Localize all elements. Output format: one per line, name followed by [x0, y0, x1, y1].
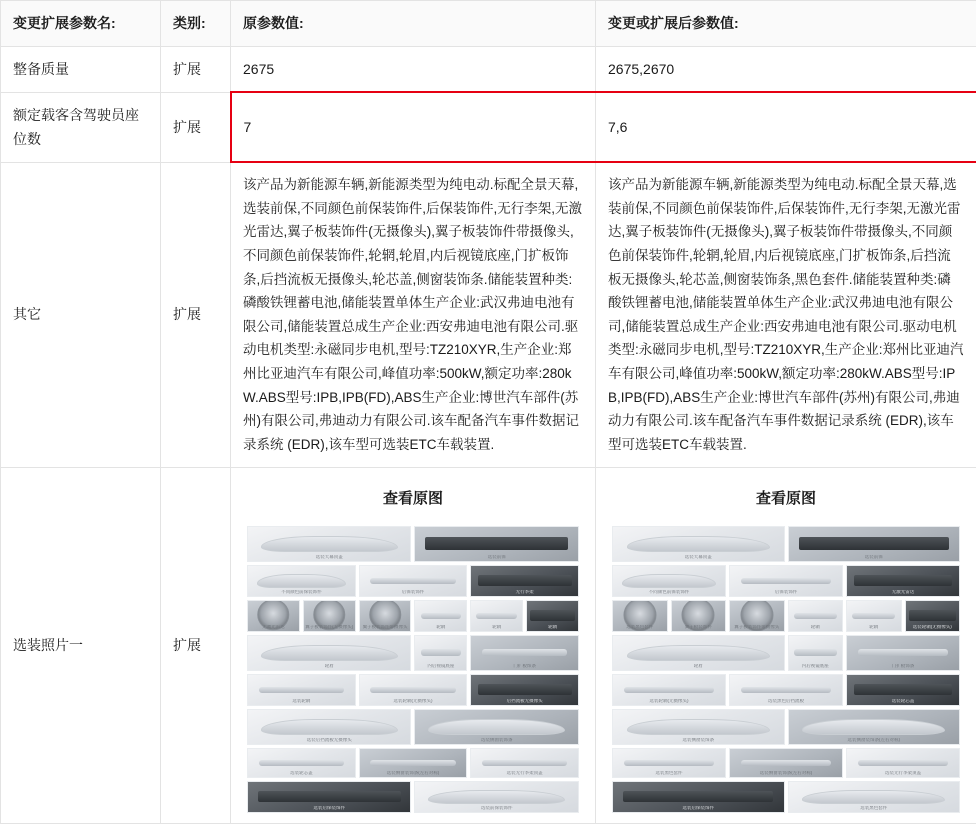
- photo-thumbnail[interactable]: [247, 781, 411, 813]
- photo-thumbnail[interactable]: [470, 674, 579, 706]
- column-header-param-name: 变更扩展参数名:: [1, 1, 161, 47]
- row-original-value: 该产品为新能源车辆,新能源类型为纯电动.标配全景天幕,选装前保,不同颜色前保装饰件,后保装饰件,无行李架,无激光雷达,翼子板装饰件(无摄像头),翼子板装饰件带摄像头,不同颜色前保装饰件,轮辋,轮眉,内后视镜底座,门扩板饰条,后挡流板无摄像头,轮芯盖,侧窗装饰条.储能装置种类:磷酸铁锂蓄电池,储能装置单体生产企业:武汉弗迪电池有限公司,储能装置总成生产企业:西安弗迪电池有限公司.驱动电机类型:永磁同步电机,型号:TZ210XYR,生产企业:郑州比亚迪汽车有限公司,峰值功率:500kW,额定功率:280kW.ABS型号:IPB,IPB(FD),ABS生产企业:博世汽车部件(苏州)有限公司,弗迪动力有限公司.该车配备汽车事件数据记录系统 (EDR),该车型可选装ETC车载装置.: [231, 162, 596, 467]
- row-category: 扩展: [161, 162, 231, 467]
- photo-thumbnail[interactable]: [359, 748, 468, 778]
- photo-thumbnail[interactable]: [612, 674, 726, 706]
- photo-thumbnail-caption: 选装轮辋(无摄像头): [360, 699, 467, 704]
- photo-thumbnail[interactable]: [247, 600, 300, 632]
- photo-thumbnail-graphic: [425, 537, 568, 550]
- row-param-name: 其它: [1, 162, 161, 467]
- photo-thumbnail-caption: 选装后保装饰件: [613, 806, 784, 811]
- photo-thumbnail-caption: 翼子板装饰件(无摄像头): [304, 625, 355, 630]
- photo-thumbnail-graphic: [627, 536, 770, 552]
- photo-thumbnail-graphic: [854, 575, 953, 586]
- photo-thumbnail-caption: 选装黑色后挡流板: [730, 699, 842, 704]
- photo-thumbnail-graphic: [478, 575, 572, 586]
- photo-thumbnail-caption: 无激光雷达: [248, 625, 299, 630]
- photo-thumbnail-graphic: [258, 791, 401, 802]
- photo-thumbnail-caption: 选装前保: [415, 555, 578, 560]
- photo-thumbnail[interactable]: [359, 565, 468, 597]
- photo-thumbnail-caption: 选装后保装饰件: [248, 806, 410, 811]
- row-new-value: 该产品为新能源车辆,新能源类型为纯电动.标配全景天幕,选装前保,不同颜色前保装饰件,后保装饰件,无行李架,无激光雷达,翼子板装饰件(无摄像头),翼子板装饰件带摄像头,不同颜色前保装饰件,轮辋,轮眉,内后视镜底座,门扩板饰条,后挡流板无摄像头,轮芯盖,侧窗装饰条,黑色套件.储能装置种类:磷酸铁锂蓄电池,储能装置单体生产企业:武汉弗迪电池有限公司,储能装置总成生产企业:西安弗迪电池有限公司.驱动电机类型:永磁同步电机,型号:TZ210XYR,生产企业:郑州比亚迪汽车有限公司,峰值功率:500kW,额定功率:280kW.ABS型号:IPB,IPB(FD),ABS生产企业:博世汽车部件(苏州)有限公司,弗迪动力有限公司.该车配备汽车事件数据记录系统 (EDR),该车型可选装ETC车载装置.: [596, 162, 976, 467]
- photo-thumbnail-caption: 选装黑色套件: [613, 625, 667, 630]
- row-new-value: 7,6: [596, 92, 976, 162]
- photo-thumbnail-graphic: [428, 790, 565, 804]
- table-row: [1, 46, 976, 92]
- new-photo-cell: [596, 467, 976, 823]
- photo-thumbnail-graphic: [858, 649, 948, 656]
- photo-thumbnail[interactable]: [612, 781, 785, 813]
- photo-thumbnail[interactable]: [303, 600, 356, 632]
- photo-thumbnail-caption: 选装后挡流板无摄像头: [248, 738, 410, 743]
- photo-thumbnail-graphic: [259, 687, 344, 693]
- photo-thumbnail-graphic: [482, 760, 567, 766]
- photo-collage-original[interactable]: [243, 526, 583, 813]
- photo-thumbnail-caption: 门扩板饰条: [847, 664, 959, 669]
- photo-thumbnail-graphic: [623, 791, 773, 802]
- table-row-highlighted: [1, 92, 976, 162]
- column-header-new-value: 变更或扩展后参数值:: [596, 1, 976, 47]
- photo-thumbnail-graphic: [799, 537, 949, 550]
- photo-thumbnail-caption: 不同颜色前保装饰件: [248, 590, 355, 595]
- photo-thumbnail[interactable]: [470, 565, 579, 597]
- photo-thumbnail-graphic: [852, 613, 895, 619]
- column-header-original-value: 原参数值:: [231, 1, 596, 47]
- photo-thumbnail-graphic: [478, 684, 572, 695]
- photo-thumbnail-caption: 轮辋: [415, 625, 466, 630]
- photo-thumbnail[interactable]: [247, 526, 411, 562]
- photo-thumbnail[interactable]: [846, 565, 960, 597]
- photo-thumbnail[interactable]: [247, 635, 411, 671]
- photo-collage-new[interactable]: [608, 526, 964, 813]
- photo-thumbnail[interactable]: [359, 674, 468, 706]
- photo-thumbnail-graphic: [421, 649, 462, 656]
- photo-thumbnail-graphic: [476, 613, 517, 619]
- photo-thumbnail[interactable]: [247, 748, 356, 778]
- view-original-link-new[interactable]: 查看原图: [608, 486, 964, 512]
- photo-thumbnail-graphic: [370, 687, 455, 693]
- row-param-name: 整备质量: [1, 46, 161, 92]
- table-body: [1, 46, 976, 823]
- table-row: [1, 162, 976, 467]
- table-header-row: [1, 1, 976, 47]
- photo-thumbnail[interactable]: [846, 674, 960, 706]
- photo-thumbnail-graphic: [261, 645, 398, 661]
- photo-thumbnail-caption: 翼子板装饰件带摄像头: [360, 625, 411, 630]
- photo-thumbnail[interactable]: [612, 526, 785, 562]
- photo-thumbnail[interactable]: [612, 709, 785, 745]
- photo-thumbnail-graphic: [421, 613, 462, 619]
- photo-thumbnail[interactable]: [414, 709, 579, 745]
- view-original-link-old[interactable]: 查看原图: [243, 486, 583, 512]
- photo-thumbnail-caption: 选装无行李架顶盖: [471, 771, 578, 776]
- photo-thumbnail-graphic: [259, 760, 344, 766]
- photo-thumbnail[interactable]: [247, 709, 411, 745]
- photo-thumbnail-graphic: [858, 760, 948, 766]
- photo-thumbnail[interactable]: [788, 600, 844, 632]
- photo-thumbnail[interactable]: [729, 600, 785, 632]
- photo-thumbnail[interactable]: [905, 600, 961, 632]
- photo-thumbnail-graphic: [622, 574, 716, 588]
- photo-thumbnail[interactable]: [470, 600, 523, 632]
- photo-thumbnail-caption: 内后视镜底座: [415, 664, 466, 669]
- photo-thumbnail[interactable]: [414, 526, 579, 562]
- photo-thumbnail[interactable]: [359, 600, 412, 632]
- photo-thumbnail[interactable]: [612, 748, 726, 778]
- photo-thumbnail-caption: 不同颜色前保装饰件: [613, 590, 725, 595]
- photo-thumbnail[interactable]: [788, 635, 844, 671]
- photo-thumbnail-caption: 后保装饰件: [360, 590, 467, 595]
- photo-thumbnail-caption: 后挡流板无摄像头: [471, 699, 578, 704]
- photo-thumbnail-graphic: [741, 578, 831, 584]
- table-header: [1, 1, 976, 47]
- photo-thumbnail-graphic: [530, 610, 575, 621]
- row-category: 扩展: [161, 467, 231, 823]
- photo-thumbnail[interactable]: [729, 674, 843, 706]
- photo-thumbnail-graphic: [624, 687, 714, 693]
- photo-thumbnail[interactable]: [788, 781, 961, 813]
- photo-thumbnail[interactable]: [729, 565, 843, 597]
- photo-thumbnail[interactable]: [247, 565, 356, 597]
- photo-thumbnail-caption: 门扩板饰条: [471, 664, 578, 669]
- row-new-value: 2675,2670: [596, 46, 976, 92]
- photo-thumbnail-graphic: [261, 536, 398, 552]
- photo-thumbnail-caption: 选装侧窗装饰条(左右对称): [730, 771, 842, 776]
- photo-thumbnail-caption: 轮眉: [248, 664, 410, 669]
- photo-thumbnail[interactable]: [414, 600, 467, 632]
- photo-thumbnail[interactable]: [526, 600, 579, 632]
- photo-thumbnail[interactable]: [414, 635, 467, 671]
- photo-thumbnail-caption: 选装侧窗装饰条: [613, 738, 784, 743]
- photo-thumbnail[interactable]: [729, 748, 843, 778]
- photo-thumbnail-graphic: [627, 645, 770, 661]
- photo-thumbnail-graphic: [794, 649, 837, 656]
- photo-thumbnail[interactable]: [414, 781, 579, 813]
- photo-thumbnail[interactable]: [612, 635, 785, 671]
- photo-thumbnail-graphic: [909, 610, 956, 621]
- original-photo-cell: [231, 467, 596, 823]
- photo-thumbnail-graphic: [370, 760, 455, 766]
- photo-thumbnail-caption: 选装天幕顶盖: [613, 555, 784, 560]
- table-row-photos: [1, 467, 976, 823]
- photo-thumbnail-caption: 选装轮辋(无摄像头): [613, 699, 725, 704]
- photo-thumbnail-caption: 选装侧窗装饰条(左右对称): [789, 738, 960, 743]
- photo-thumbnail-caption: 选装轮辋(无摄像头): [906, 625, 960, 630]
- photo-thumbnail[interactable]: [470, 748, 579, 778]
- row-original-value: 2675: [231, 46, 596, 92]
- photo-thumbnail-caption: 选装侧窗装饰条: [415, 738, 578, 743]
- photo-thumbnail-graphic: [624, 760, 714, 766]
- row-category: 扩展: [161, 92, 231, 162]
- photo-thumbnail[interactable]: [247, 674, 356, 706]
- photo-thumbnail-caption: 无激光雷达: [847, 590, 959, 595]
- photo-thumbnail-caption: 轮辋: [847, 625, 901, 630]
- row-category: 扩展: [161, 46, 231, 92]
- photo-thumbnail-caption: 选装轮芯盖: [248, 771, 355, 776]
- photo-thumbnail-caption: 选装天幕顶盖: [248, 555, 410, 560]
- photo-thumbnail[interactable]: [846, 635, 960, 671]
- photo-thumbnail-caption: 轮眉: [613, 664, 784, 669]
- photo-thumbnail-caption: 后保装饰件: [730, 590, 842, 595]
- photo-thumbnail-graphic: [802, 790, 945, 804]
- photo-thumbnail-graphic: [370, 578, 455, 584]
- photo-thumbnail-caption: 轮辋: [471, 625, 522, 630]
- photo-thumbnail[interactable]: [671, 600, 727, 632]
- photo-thumbnail-graphic: [741, 760, 831, 766]
- photo-thumbnail[interactable]: [612, 600, 668, 632]
- photo-thumbnail-caption: 翼子板装饰件带摄像头: [730, 625, 784, 630]
- photo-thumbnail-caption: 选装无行李架顶盖: [847, 771, 959, 776]
- photo-thumbnail-caption: 选装侧窗装饰条(左右对称): [360, 771, 467, 776]
- photo-thumbnail-caption: 无行李架: [471, 590, 578, 595]
- photo-thumbnail[interactable]: [846, 748, 960, 778]
- row-param-name: 额定载客含驾驶员座位数: [1, 92, 161, 162]
- column-header-category: 类别:: [161, 1, 231, 47]
- photo-thumbnail[interactable]: [470, 635, 579, 671]
- row-param-name: 选装照片一: [1, 467, 161, 823]
- photo-thumbnail-caption: 选装黑色套件: [789, 806, 960, 811]
- photo-thumbnail-caption: 轮辋: [527, 625, 578, 630]
- photo-thumbnail-graphic: [257, 574, 347, 588]
- photo-thumbnail-graphic: [741, 687, 831, 693]
- photo-thumbnail[interactable]: [846, 600, 902, 632]
- photo-thumbnail-caption: 选装前保装饰件: [415, 806, 578, 811]
- photo-thumbnail-caption: 翼子板装饰件: [672, 625, 726, 630]
- photo-thumbnail-graphic: [794, 613, 837, 619]
- photo-thumbnail-graphic: [482, 649, 567, 656]
- photo-thumbnail-caption: 轮辋: [789, 625, 843, 630]
- photo-thumbnail[interactable]: [612, 565, 726, 597]
- row-original-value: 7: [231, 92, 596, 162]
- photo-thumbnail-caption: 选装轮芯盖: [847, 699, 959, 704]
- photo-thumbnail[interactable]: [788, 526, 961, 562]
- photo-thumbnail[interactable]: [788, 709, 961, 745]
- photo-thumbnail-caption: 内后视镜底座: [789, 664, 843, 669]
- photo-thumbnail-caption: 选装前保: [789, 555, 960, 560]
- photo-thumbnail-caption: 选装轮辋: [248, 699, 355, 704]
- photo-thumbnail-graphic: [854, 684, 953, 695]
- photo-thumbnail-caption: 选装黑色套件: [613, 771, 725, 776]
